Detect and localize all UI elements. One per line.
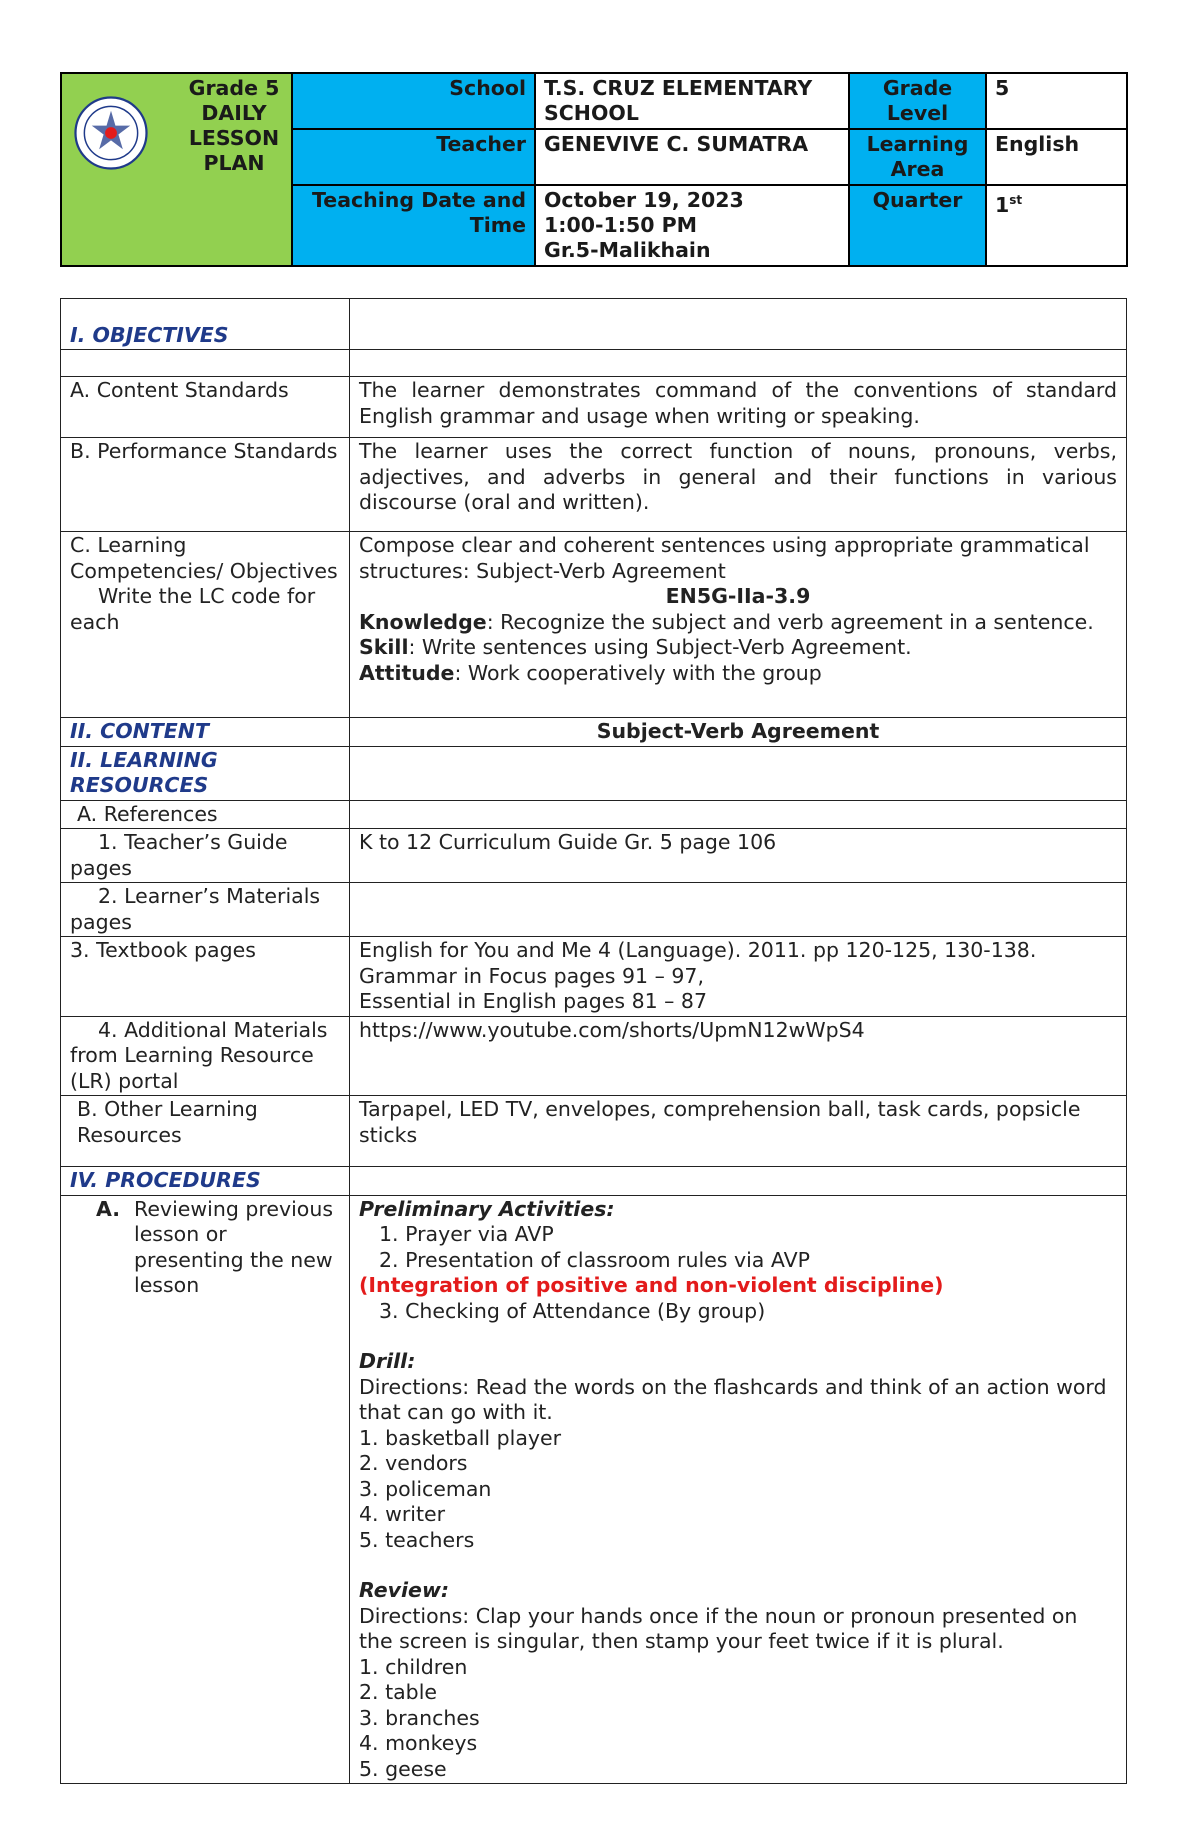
empty-cell — [350, 1167, 1127, 1196]
drill-item: 1. basketball player — [359, 1425, 562, 1450]
content-standards-label: A. Content Standards — [61, 377, 350, 438]
teacher-label: Teacher — [292, 129, 535, 185]
teachers-guide-label — [61, 829, 350, 883]
drill-item: 4. writer — [359, 1502, 446, 1526]
empty-cell — [350, 800, 1127, 829]
knowledge-label: Knowledge — [359, 609, 487, 634]
grade-title-cell — [61, 73, 292, 266]
references-row — [61, 800, 1127, 829]
procedure-a-row — [61, 1195, 1127, 1784]
objectives-title: I. OBJECTIVES — [70, 322, 229, 347]
grade-title-line: LESSON — [188, 126, 280, 150]
empty-cell — [350, 350, 1127, 377]
review-item: 3. branches — [359, 1705, 480, 1730]
content-row — [61, 718, 1127, 747]
competencies-cell — [61, 532, 350, 718]
content-title: II. CONTENT — [70, 719, 209, 743]
resources-row — [61, 746, 1127, 800]
review-item: 5. geese — [359, 1756, 447, 1781]
references-label: A. References — [61, 800, 350, 829]
school-value: T.S. CRUZ ELEMENTARY SCHOOL — [535, 73, 849, 129]
header-table — [60, 72, 1128, 267]
procedure-a-text: Reviewing previous lesson or presenting the new lesson — [134, 1196, 334, 1297]
drill-item: 2. vendors — [359, 1451, 468, 1475]
teachers-guide-value: K to 12 Curriculum Guide Gr. 5 page 106 — [350, 829, 1127, 883]
review-item: 1. children — [359, 1654, 468, 1679]
grade-level-value: 5 — [986, 73, 1127, 129]
textbook-value: Essential in English pages 81 – 87 — [359, 989, 708, 1013]
competencies-text: Compose clear and coherent sentences using appropriate grammatical structures: Subject-Verb Agreement — [359, 533, 1090, 583]
content-standards-row — [61, 377, 1127, 438]
competencies-note: Write the LC code for each — [70, 584, 316, 634]
time-value: 1:00-1:50 PM — [544, 213, 698, 237]
quarter-number: 1 — [995, 192, 1010, 217]
grade-title — [154, 76, 314, 176]
spacer — [359, 1553, 1117, 1578]
additional-materials-label — [61, 1016, 350, 1096]
quarter-suffix: st — [1009, 193, 1023, 207]
grade-title-line: DAILY — [201, 101, 267, 125]
performance-standards-text: The learner uses the correct function of nouns, pronouns, verbs, adjectives, and adverbs in general and their functions in various discourse (oral and written). — [350, 438, 1127, 532]
competencies-label: C. Learning Competencies/ Objectives — [70, 533, 338, 583]
performance-standards-label: B. Performance Standards — [61, 438, 350, 532]
empty-cell — [350, 883, 1127, 937]
lc-code: EN5G-IIa-3.9 — [665, 584, 811, 608]
review-directions: Directions: Clap your hands once if the noun or pronoun presented on the screen is singular, then stamp your feet twice if it is plural. — [359, 1603, 1078, 1653]
lesson-table — [60, 298, 1127, 1784]
drill-item: 3. policeman — [359, 1476, 492, 1501]
review-item: 2. table — [359, 1680, 437, 1704]
attendance-item: 3. Checking of Attendance (By group) — [379, 1298, 766, 1323]
deped-seal-icon — [74, 96, 148, 170]
quarter-label: Quarter — [849, 185, 986, 266]
spacer-row — [61, 350, 1127, 377]
content-standards-text: The learner demonstrates command of the conventions of standard English grammar and usage when writing or speaking. — [350, 377, 1127, 438]
content-title-cell — [61, 718, 350, 747]
review-title: Review: — [359, 1578, 450, 1602]
additional-materials-row — [61, 1016, 1127, 1096]
textbook-row — [61, 937, 1127, 1017]
drill-title: Drill: — [359, 1349, 416, 1373]
procedure-a-label-cell — [61, 1195, 350, 1784]
empty-cell — [61, 350, 350, 377]
empty-cell — [350, 746, 1127, 800]
learning-area-label: Learning Area — [849, 129, 986, 185]
skill-label: Skill — [359, 635, 409, 659]
quarter-value — [986, 185, 1127, 266]
skill-line — [359, 635, 1117, 661]
learners-materials-row — [61, 883, 1127, 937]
spacer — [359, 1324, 1117, 1349]
learning-area-value: English — [986, 129, 1127, 185]
procedure-a-label — [70, 1197, 340, 1299]
content-value: Subject-Verb Agreement — [350, 718, 1127, 747]
grade-title-line: PLAN — [203, 151, 265, 175]
drill-directions: Directions: Read the words on the flashcards and think of an action word that can go with it. — [359, 1374, 1107, 1424]
date-value: October 19, 2023 — [544, 188, 744, 212]
procedure-a-content — [350, 1195, 1127, 1784]
preliminary-item: 2. Presentation of classroom rules via AVP — [379, 1247, 810, 1272]
textbook-label: 3. Textbook pages — [61, 937, 350, 1017]
attitude-text: : Work cooperatively with the group — [454, 660, 822, 685]
performance-standards-row — [61, 438, 1127, 532]
other-resources-label: B. Other Learning Resources — [61, 1096, 350, 1167]
knowledge-line — [359, 610, 1117, 636]
other-resources-value: Tarpapel, LED TV, envelopes, comprehension ball, task cards, popsicle sticks — [350, 1096, 1127, 1167]
procedure-a-letter: A. — [96, 1196, 121, 1221]
drill-item: 5. teachers — [359, 1527, 475, 1552]
learners-materials-label — [61, 883, 350, 937]
textbook-value: Grammar in Focus pages 91 – 97, — [359, 963, 704, 988]
attitude-label: Attitude — [359, 660, 455, 685]
preliminary-title: Preliminary Activities: — [359, 1196, 615, 1221]
date-time-value — [535, 185, 849, 266]
review-item: 4. monkeys — [359, 1731, 478, 1755]
procedures-title-cell — [61, 1167, 350, 1196]
competencies-row — [61, 532, 1127, 718]
objectives-row — [61, 299, 1127, 350]
textbook-value: English for You and Me 4 (Language). 2011. pp 120-125, 130-138. — [359, 938, 1037, 962]
knowledge-text: : Recognize the subject and verb agreement in a sentence. — [486, 609, 1094, 634]
textbook-values — [350, 937, 1127, 1017]
other-resources-row — [61, 1096, 1127, 1167]
procedures-title: IV. PROCEDURES — [70, 1168, 261, 1192]
teachers-guide-text: 1. Teacher’s Guide pages — [70, 830, 288, 880]
resources-title: II. LEARNING RESOURCES — [70, 747, 218, 797]
section-value: Gr.5-Malikhain — [544, 238, 711, 262]
competencies-content — [350, 532, 1127, 718]
resources-title-cell — [61, 746, 350, 800]
learners-materials-text: 2. Learner’s Materials pages — [70, 884, 321, 934]
teachers-guide-row — [61, 829, 1127, 883]
school-label: School — [292, 73, 535, 129]
additional-materials-link[interactable]: https://www.youtube.com/shorts/UpmN12wWpS4 — [350, 1016, 1127, 1096]
empty-cell — [350, 299, 1127, 350]
teacher-value: GENEVIVE C. SUMATRA — [535, 129, 849, 185]
date-label: Teaching Date and Time — [292, 185, 535, 266]
attitude-line — [359, 661, 1117, 687]
additional-materials-text: 4. Additional Materials from Learning Resource (LR) portal — [70, 1017, 328, 1093]
grade-level-label: Grade Level — [849, 73, 986, 129]
integration-note: (Integration of positive and non-violent discipline) — [359, 1273, 944, 1297]
skill-text: : Write sentences using Subject-Verb Agreement. — [408, 635, 912, 659]
objectives-title-cell — [61, 299, 350, 350]
procedures-row — [61, 1167, 1127, 1196]
preliminary-item: 1. Prayer via AVP — [379, 1222, 554, 1246]
grade-title-line: Grade 5 — [188, 76, 280, 100]
